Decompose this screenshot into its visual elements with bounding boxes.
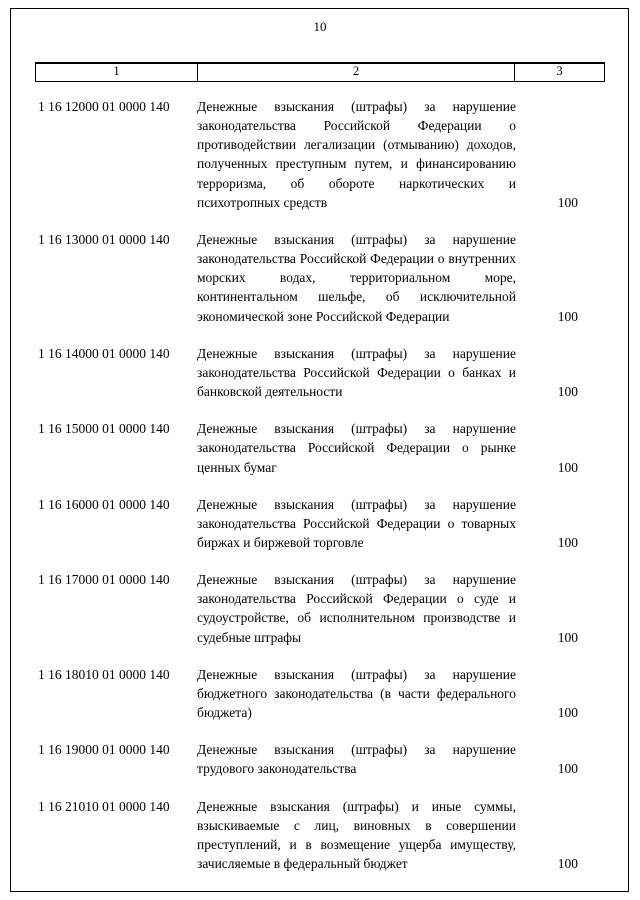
row-code: 1 16 16000 01 0000 140 xyxy=(38,496,170,512)
table-row xyxy=(35,97,605,212)
column-header-3: 3 xyxy=(556,64,563,78)
table-row xyxy=(35,344,605,401)
table-row xyxy=(35,665,605,722)
column-header-1: 1 xyxy=(36,64,198,81)
column-header-2: 2 xyxy=(198,64,515,81)
row-value: 100 xyxy=(557,761,578,777)
row-value: 100 xyxy=(557,629,578,645)
row-value: 100 xyxy=(557,194,578,210)
row-description: Денежные взыскания (штрафы) за нарушение законодательства Российской Федерации о товарных биржах и биржевой торговле xyxy=(197,496,516,550)
row-value: 100 xyxy=(557,459,578,475)
row-description: Денежные взыскания (штрафы) за нарушение законодательства Российской Федерации о банках и банковской деятельности xyxy=(197,345,516,400)
row-value: 100 xyxy=(557,308,578,324)
row-code: 1 16 13000 01 0000 140 xyxy=(38,231,170,247)
table-body xyxy=(35,82,605,873)
row-description: Денежные взыскания (штрафы) и иные суммы, взыскиваемые с лиц, виновных в совершении преступлений, и в возмещение ущерба имуществу, зачисляемые в федеральный бюджет xyxy=(197,798,516,871)
row-value: 100 xyxy=(557,856,578,871)
row-description: Денежные взыскания (штрафы) за нарушение законодательства Российской Федерации о рынке ценных бумаг xyxy=(197,421,516,475)
row-description: Денежные взыскания (штрафы) за нарушение трудового законодательства xyxy=(197,742,516,777)
row-code: 1 16 12000 01 0000 140 xyxy=(38,99,170,114)
row-code: 1 16 14000 01 0000 140 xyxy=(38,345,170,361)
row-code: 1 16 18010 01 0000 140 xyxy=(38,666,170,682)
row-description: Денежные взыскания (штрафы) за нарушение законодательства Российской Федерации о противодействии легализации (отмыванию) доходов, полученных преступным путем, и финансированию терроризма, об обороте наркотических и психотропных средств xyxy=(197,99,516,210)
table-row xyxy=(35,419,605,476)
budget-codes-table xyxy=(35,62,605,873)
table-row xyxy=(35,797,605,874)
row-description: Денежные взыскания (штрафы) за нарушение законодательства Российской Федерации о внутренних морских водах, территориальном море, континентальном шельфе, об исключительной экономической зоне Российской Федерации xyxy=(197,231,516,324)
table-row xyxy=(35,495,605,552)
table-row xyxy=(35,570,605,647)
row-code: 1 16 15000 01 0000 140 xyxy=(38,421,170,437)
page-number: 10 xyxy=(313,19,327,34)
table-row xyxy=(35,740,605,778)
row-value: 100 xyxy=(557,705,578,721)
row-value: 100 xyxy=(557,534,578,550)
table-row xyxy=(35,230,605,326)
row-description: Денежные взыскания (штрафы) за нарушение законодательства Российской Федерации о суде и судоустройстве, об исполнительном производстве и судебные штрафы xyxy=(197,572,516,645)
row-code: 1 16 17000 01 0000 140 xyxy=(38,572,170,588)
row-code: 1 16 21010 01 0000 140 xyxy=(38,798,170,814)
row-value: 100 xyxy=(557,384,578,400)
table-header-row xyxy=(35,62,605,82)
row-description: Денежные взыскания (штрафы) за нарушение бюджетного законодательства (в части федерального бюджета) xyxy=(197,666,516,721)
row-code: 1 16 19000 01 0000 140 xyxy=(38,742,170,758)
